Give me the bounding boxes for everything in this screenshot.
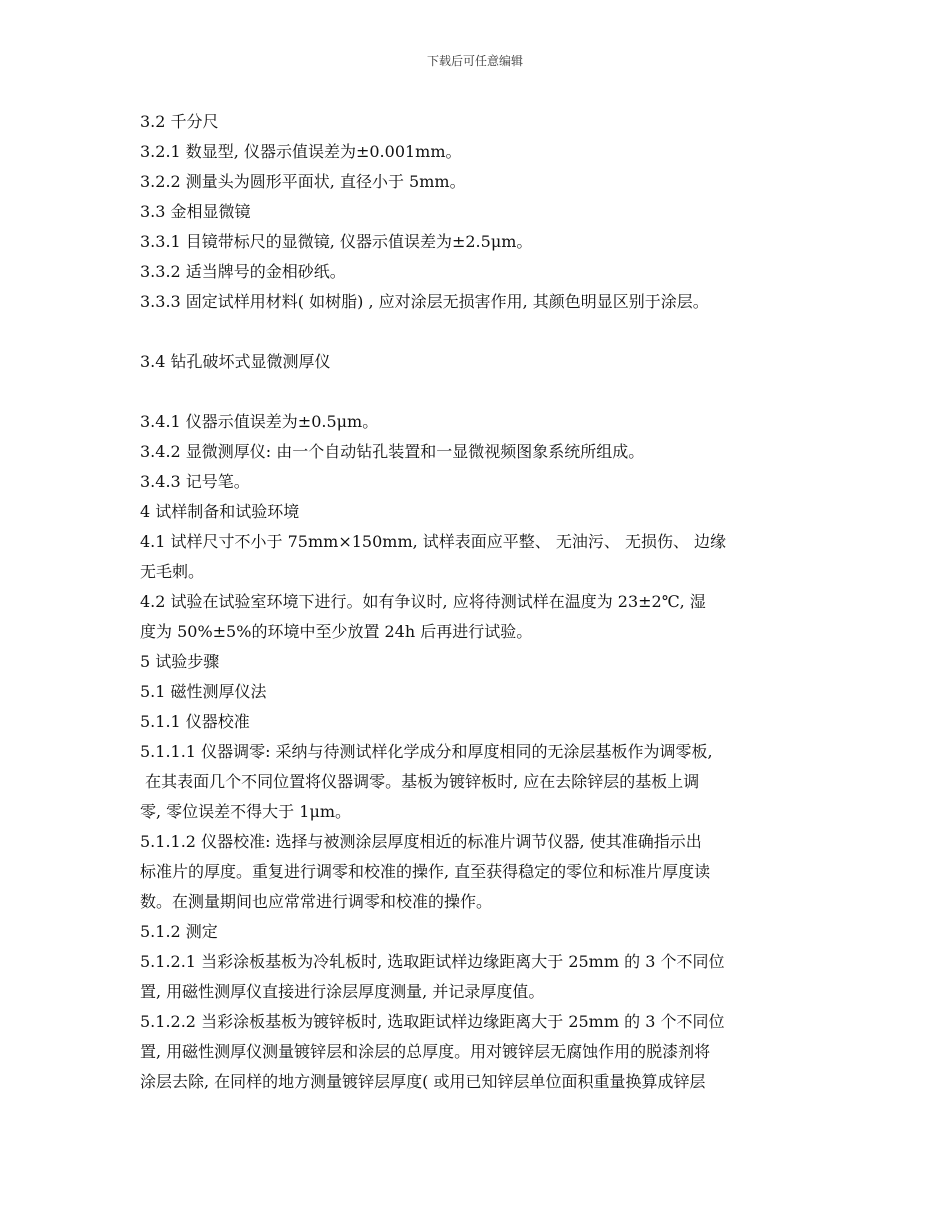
text-line: 3.2.1 数显型, 仪器示值误差为±0.001mm。: [140, 142, 462, 161]
text-line: 度为 50%±5%的环境中至少放置 24h 后再进行试验。: [140, 622, 533, 641]
text-line: 涂层去除, 在同样的地方测量镀锌层厚度( 或用已知锌层单位面积重量换算成锌层: [140, 1072, 706, 1091]
text-line: 标准片的厚度。重复进行调零和校准的操作, 直至获得稳定的零位和标准片厚度读: [140, 862, 711, 881]
text-line: 3.4.2 显微测厚仪: 由一个自动钻孔装置和一显微视频图象系统所组成。: [140, 442, 645, 461]
text-line: 5.1.1.1 仪器调零: 采纳与待测试样化学成分和厚度相同的无涂层基板作为调零板,: [140, 742, 713, 761]
heading-5-1: 5.1 磁性测厚仪法: [140, 682, 267, 701]
text-line: 4.2 试验在试验室环境下进行。如有争议时, 应将待测试样在温度为 23±2℃, 湿: [140, 592, 706, 611]
text-line: 4.1 试样尺寸不小于 75mm×150mm, 试样表面应平整、 无油污、 无损伤、 边缘: [140, 532, 727, 551]
text-line: 3.3.3 固定试样用材料( 如树脂) , 应对涂层无损害作用, 其颜色明显区别于涂层。: [140, 292, 709, 311]
blank-line: [140, 377, 830, 407]
text-line: 无毛刺。: [140, 562, 205, 581]
text-line: 5.1.1.2 仪器校准: 选择与被测涂层厚度相近的标准片调节仪器, 使其准确指示出: [140, 832, 702, 851]
text-line: 置, 用磁性测厚仪直接进行涂层厚度测量, 并记录厚度值。: [140, 982, 545, 1001]
heading-3-2: 3.2 千分尺: [140, 112, 219, 131]
text-line: 零, 零位误差不得大于 1μm。: [140, 802, 352, 821]
heading-5-1-1: 5.1.1 仪器校准: [140, 712, 250, 731]
heading-5-1-2: 5.1.2 测定: [140, 922, 218, 941]
heading-3-3: 3.3 金相显微镜: [140, 202, 251, 221]
text-line: 3.3.2 适当牌号的金相砂纸。: [140, 262, 346, 281]
text-line: 3.4.3 记号笔。: [140, 472, 250, 491]
heading-3-4: 3.4 钻孔破坏式显微测厚仪: [140, 352, 331, 371]
text-line: 5.1.2.1 当彩涂板基板为冷轧板时, 选取距试样边缘距离大于 25mm 的 3 个不同位: [140, 952, 725, 971]
text-line: 3.2.2 测量头为圆形平面状, 直径小于 5mm。: [140, 172, 466, 191]
blank-line: [140, 317, 830, 347]
heading-4: 4 试样制备和试验环境: [140, 502, 300, 521]
heading-5: 5 试验步骤: [140, 652, 220, 671]
text-line: 置, 用磁性测厚仪测量镀锌层和涂层的总厚度。用对镀锌层无腐蚀作用的脱漆剂将: [140, 1042, 711, 1061]
text-line: 在其表面几个不同位置将仪器调零。基板为镀锌板时, 应在去除锌层的基板上调: [140, 772, 700, 791]
text-line: 3.3.1 目镜带标尺的显微镜, 仪器示值误差为±2.5μm。: [140, 232, 533, 251]
page-header-note: 下载后可任意编辑: [426, 54, 523, 68]
text-line: 数。在测量期间也应常常进行调零和校准的操作。: [140, 892, 493, 911]
text-line: 5.1.2.2 当彩涂板基板为镀锌板时, 选取距试样边缘距离大于 25mm 的 3 个不同位: [140, 1012, 725, 1031]
text-line: 3.4.1 仪器示值误差为±0.5μm。: [140, 412, 379, 431]
document-body: [140, 107, 830, 1097]
